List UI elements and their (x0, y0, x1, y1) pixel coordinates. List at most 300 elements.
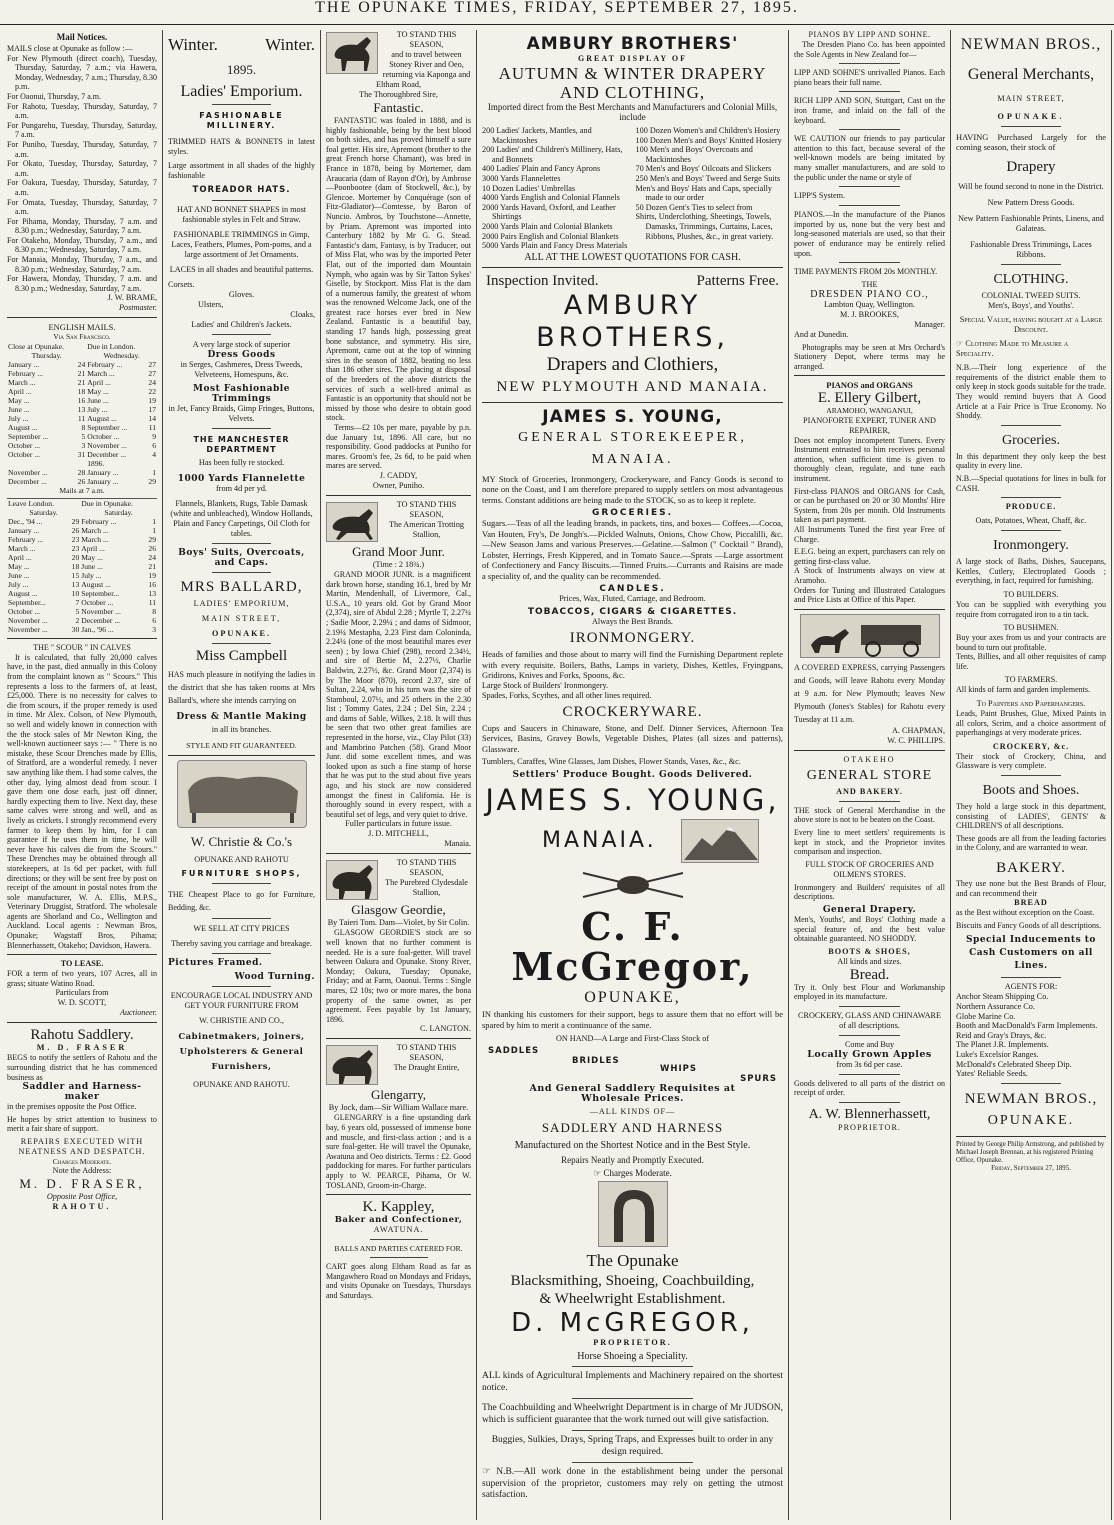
saddlery-trade: Saddler and Harness-maker (22, 1082, 142, 1103)
candles-heading: CANDLES. (599, 584, 666, 595)
t2-head-due: Due in Opunake. (81, 498, 133, 508)
table-cell: 30 (71, 624, 80, 634)
table-cell: January ... (87, 467, 119, 477)
table-cell: September ... (8, 431, 49, 441)
ambury-imported: Imported direct from the Best Merchants and Manufacturers and Colonial Mills, include (487, 102, 778, 122)
table-row (7, 616, 157, 625)
ambury-lowest: ALL AT THE LOWEST QUOTATIONS FOR CASH. (524, 251, 741, 263)
kappley-cart: CART goes along Eltham Road as far as Mangawhero Road on Mondays and Fridays, and visits Opunake on Tuesdays, Thursdays and Saturdays. (326, 1262, 471, 1301)
list-item: 200 Ladies' Jackets, Mantles, and Mackintoshes (482, 126, 592, 145)
saddlery-location: in the premises opposite the Post Office. (7, 1102, 137, 1112)
pianos-organs: PIANOS and ORGANS (826, 380, 913, 391)
cabinetmakers: Cabinetmakers, Joiners, Upholsterers & General Furnishers, (178, 1031, 305, 1072)
table-row (7, 405, 157, 414)
mail-schedule (7, 54, 157, 294)
table-cell: 6 (152, 615, 156, 625)
flannelette-price: from 4d per yd. (216, 484, 267, 494)
newman-title: NEWMAN BROS., (960, 36, 1102, 53)
table-cell: February ... (81, 516, 117, 526)
table-row (7, 387, 157, 396)
list-item: 2000 Yards Havard, Oxford, and Leather Shirtings (482, 202, 616, 222)
whips: WHIPS (660, 1064, 698, 1075)
crossed-whips-ornament (482, 868, 783, 905)
mail-line: For Puniho, Tuesday, Thursday, Saturday, 7 a.m. (7, 139, 157, 159)
tumblers: Tumblers, Caraffes, Wine Glasses, Jam Dishes, Flower Stands, Vases, &c., &c. (482, 757, 741, 767)
table-cell: October ... (87, 431, 120, 441)
brookes: M. J. BROOKES, (840, 309, 899, 319)
table-cell: 5 (75, 606, 80, 616)
s2-sign2: Manaia. (444, 839, 471, 849)
english-mails-title: ENGLISH MAILS. (48, 322, 116, 333)
blacksmith-3: & Wheelwright Establishment. (539, 1291, 726, 1308)
mail-notices-title: Mail Notices. (56, 32, 108, 42)
pictures-framed: Pictures Framed. (168, 957, 263, 968)
boots-text2: These goods are all from the leading factories in the Colony, and are warranted to wear. (956, 833, 1106, 853)
list-item: 100 Men's and Boys' Overcoats and Mackintoshes (635, 145, 753, 164)
tuned-free: All Instruments Tuned the first year Free of Charge. (794, 525, 945, 544)
blennerhassett: A. W. Blennerhassett, (808, 1107, 931, 1123)
opunake-rahotu: OPUNAKE AND RAHOTU. (193, 1079, 290, 1089)
ballard-street: MAIN STREET, (201, 614, 282, 624)
young-title-2: JAMES S. YOUNG, (485, 783, 780, 818)
table-cell: 26 (148, 543, 156, 553)
table-cell: March ... (81, 525, 109, 535)
opunake-2: OPUNAKE. (987, 1112, 1075, 1128)
crockery: CROCKERY, GLASS AND CHINAWARE (798, 1010, 941, 1020)
s3-text: GLASGOW GEORDIE'S stock are so well known that no further comment is needed. He is a sure foal-getter. Will travel between Oakura and Opunake. Stony River, Monday; Oakura, Tuesday; Opunake, Friday; and at Farm, Oaonui. Terms : Single mares, £2 10s; two or more mares, the bona property of the same owner, as per agreement. Fees payable by 1st January, 1896. (326, 928, 471, 1024)
table-cell: September... (81, 588, 119, 598)
superior-stock: A very large stock of superior (192, 340, 291, 350)
list-item: Men's and Boys' Hats and Caps, specially made to our order (635, 183, 772, 203)
table-cell: January ... (8, 525, 40, 535)
table-cell: June ... (87, 395, 109, 405)
s1-the: The Thoroughbred Sire, (359, 90, 438, 99)
table-cell: March ... (8, 543, 36, 553)
lease-sign2: Auctioneer. (119, 1008, 157, 1018)
saddle-icon (578, 868, 688, 902)
mail-line: For Manaia, Monday, Thursday, 7 a.m., and 8.30 p.m.; Wednesday, Saturday, 7 a.m. (7, 255, 157, 274)
photographs: Photographs may be seen at Mrs Orchard's Stationery Depot, where terms may be arranged. (794, 342, 945, 371)
table-cell: 8 (81, 422, 86, 432)
inspection-invited: Inspection Invited. (486, 272, 599, 289)
ulsters: Ulsters, (198, 300, 224, 310)
spades: Spades, Forks, Scythes, and all other lines required. (482, 690, 652, 700)
table-cell: August ... (8, 588, 38, 598)
manufactured: Manufactured on the Shortest Notice and in the Best Style. (514, 1140, 751, 1152)
to-bushmen: TO BUSHMEN. (1003, 623, 1059, 633)
table-cell: April ... (8, 386, 32, 396)
mail-line: For Rahotu, Tuesday, Thursday, Saturday, 7 a.m. (7, 101, 157, 121)
list-item: 2000 Pairs English and Colonial Blankets (482, 231, 619, 241)
dresden-the: THE (861, 279, 878, 289)
table-row (7, 459, 157, 468)
table-cell: 29 (148, 534, 156, 544)
builders-text: You can be supplied with everything you require from corrugated iron to a tin tack. (956, 599, 1106, 619)
table-row (7, 553, 157, 562)
t1-sub-1: Thursday. (31, 350, 62, 360)
mountain-icon (682, 820, 760, 864)
lease-text: FOR a term of two years, 107 Acres, all in grass; situate Watino Road. (7, 969, 157, 988)
bread-text: Try it. Only best Flour and Workmanship employed in its manufacture. (794, 982, 945, 1002)
pianos-heading: PIANOS BY LIPP AND SOHNE. (808, 30, 931, 39)
ballard-town: OPUNAKE. (212, 629, 271, 639)
table-cell: 24 (148, 377, 156, 387)
christie-locations: OPUNAKE AND RAHOTU (194, 854, 289, 864)
table-row (7, 607, 157, 616)
kappley-trade: Baker and Confectioner, (334, 1215, 463, 1226)
blacksmith-illustration (598, 1181, 668, 1247)
table-cell: 29 (148, 476, 156, 486)
s2-head: TO STAND THIS SEASON, (396, 499, 457, 519)
time-payments: TIME PAYMENTS FROM 20s MONTHLY. (794, 267, 938, 277)
table-cell: July ... (8, 579, 29, 589)
saddlery-address: Opposite Post Office, (46, 1192, 118, 1202)
to-builders: TO BUILDERS. (1003, 589, 1059, 599)
table-cell: 18 (77, 386, 86, 396)
pianos-materials: PIANOS.—In the manufacture of the Pianos imported by us, none but the very best and long-seasoned materials are used, so that their power of endurance may be entirely relied upon. (794, 210, 945, 258)
opunake: OPUNAKE. (997, 112, 1065, 121)
furniture-shops: FURNITURE SHOPS, (181, 868, 302, 878)
toreador-hats: TOREADOR HATS. (192, 185, 291, 196)
crockeryware-heading: CROCKERYWARE. (562, 703, 703, 720)
table-cell: October ... (81, 597, 114, 607)
made-to-measure: ☞ Clothing Made to Measure a Speciality. (956, 339, 1069, 359)
newman-title-2: NEWMAN BROS., (964, 1090, 1098, 1107)
list-item: 250 Men's and Boys' Tweed and Serge Suits (635, 173, 781, 183)
s1-sub: and to travel between Stoney River and Oeo, returning via Kaponga and Eltham Road, (375, 50, 471, 89)
s1-text: FANTASTIC was foaled in 1888, and is highly fashionable, being by the best blood on both sides, and has proved himself a sure foal getter. His sire, Apremont (brother to the great French horse Chamant), was bred in France in 1878, being by Mortemer, dam Araucaria (dam of Rayon d'Or), by Ambrose—Poonbootee (dam of Stockwell, &c.), by Glencoe. Mortemer by Conquérage (son of Fitz-Gladiator)—Comtesse, by Baron of Nuncio. Ambros, by Touchstone—Annette, by Priam. Apremont was imported into Canterbury 1882 by Mr G. G. Stead. Fantastic's dam, Fantasy, is by Traducer, out of Miss Flat, who was by the imported Peter Flat, out of the imported dam Mountain Nymph, who again was by Sir Tatton Sykes' Giselle, by Stockport. Miss Flat is the dam of a numerous family, the greatest of whom was the renowned Welcome Jack, one of the greatest race horses ever bred in New Zealand. Fantastic is a beautiful bay, standing 17 hands high, possessing great bone substance, and symmetry. His sire, Apremont, came out at the top of winning sires in the season of 1882, beating no less than 186 other sires. The placing at disposal of the breeders of the above districts the services of such a well-bred animal as Fantastic is an opportunity that should not be missed by those who desire to obtain good stock. (326, 116, 471, 423)
table-cell: 1 (152, 516, 156, 526)
horse-illustration-3 (326, 860, 378, 900)
blacksmith-2: Blacksmithing, Shoeing, Coachbuilding, (510, 1273, 755, 1290)
cloaks: Cloaks, (290, 310, 315, 320)
painters-text: Leads, Paint Brushes, Glue, Mixed Paints in all colors, Scrim, and a choice assortment of paperhangings at very moderate prices. (956, 709, 1106, 738)
ironmongery-text: A large stock of Baths, Dishes, Saucepans, Kettles, Cutlery, Electroplated Goods ; everything, in fact, required for furnishing. (956, 557, 1106, 586)
table-cell: July ... (8, 413, 29, 423)
bridles: BRIDLES (572, 1056, 620, 1067)
boys-suits: Boys' Suits, Overcoats, and Caps. (178, 548, 305, 569)
table-cell: August ... (87, 413, 117, 423)
covered-express: A COVERED EXPRESS, carrying Passengers and Goods, will leave Rahotu every Monday at 9 a.m. for New Plymouth; leaves New Plymouth (Jones's Stables) for Rahotu every Tuesday at 11 a.m. (794, 662, 945, 724)
every-line: Every line to meet settlers' requirements is kept in stock, and the Proprietor invites comparison and inspection. (794, 827, 945, 857)
table-cell: 21 (77, 377, 86, 387)
young-manaia-2: MANAIA. (542, 828, 657, 854)
list-item: 100 Dozen Women's and Children's Hosiery (635, 126, 781, 135)
s3-sub: The Purebred Clydesdale Stallion, (385, 878, 468, 898)
s1-sign2: Owner, Puniho. (372, 480, 425, 490)
agent-list (956, 992, 1106, 1078)
list-item: Reid and Gray's Drays, &c. (956, 1030, 1047, 1040)
table-cell: September... (8, 597, 46, 607)
dresden-co: DRESDEN PIANO CO., (810, 288, 929, 300)
table-cell: 24 (77, 359, 86, 369)
dress-goods: Dress Goods (207, 350, 276, 361)
lease-sign: W. D. SCOTT, (57, 998, 107, 1008)
table-cell: June ... (8, 570, 30, 580)
table-cell: June ... (8, 404, 30, 414)
s4-head: TO STAND THIS SEASON, (396, 1043, 457, 1063)
table-row (7, 396, 157, 405)
saddlery-town: RAHOTU. (52, 1202, 112, 1212)
special-value: Special Value, having bought at a Large Discount. (959, 315, 1103, 335)
table-cell: 17 (148, 404, 156, 414)
ironmongery-text: Heads of families and those about to marry will find the Furnishing Department replete with every requisite. Boilers, Baths, Lamps in variety, Dishes, Kettles, Fryingpans, Gridirons, Knives and Forks, Spoons, &c. (482, 649, 783, 681)
table-cell: August ... (8, 422, 38, 432)
table-row (7, 450, 157, 459)
spurs: SPURS (740, 1074, 777, 1085)
table-cell (144, 459, 157, 468)
saddlery-owner-2: M. D. FRASER, (19, 1176, 145, 1192)
sofa-icon (178, 761, 308, 829)
table-cell: 6 (152, 440, 156, 450)
crockery2: of all descriptions. (839, 1020, 900, 1030)
table-row (7, 517, 157, 526)
table-row (7, 571, 157, 580)
table-cell: 11 (77, 413, 86, 423)
s2-sub: The American Trotting Stallion, (388, 519, 465, 539)
mail-line: For Otakeho, Monday, Thursday, 7 a.m., and 8.30 p.m.; Wednesday, Saturday, 7 a.m. (7, 235, 157, 255)
table-cell: March ... (81, 534, 109, 544)
s2-sign: J. D. MITCHELL, (368, 829, 429, 839)
produce-heading: PRODUCE. (1005, 502, 1057, 512)
table-row (7, 562, 157, 571)
table-cell: April ... (87, 377, 111, 387)
table-row (7, 378, 157, 387)
mcgregor-text: IN thanking his customers for their support, begs to assure them that no effort will be spared by him to merit a continuance of the same. (482, 1009, 783, 1030)
s4-by: By Jock, dam—Sir William Wallace mare. (328, 1103, 469, 1113)
city-prices: WE SELL AT CITY PRICES (193, 923, 290, 933)
produce-text: Oats, Potatoes, Wheat, Chaff, &c. (975, 516, 1087, 526)
table-cell: August ... (81, 579, 111, 589)
list-item: Yates' Reliable Seeds. (956, 1069, 1028, 1079)
proprietor: PROPRIETOR. (593, 1338, 672, 1348)
prints: New Pattern Fashionable Prints, Linens, and Galateas. (958, 214, 1104, 234)
printed-by: Printed by George Philip Armstrong, and published by Michael Joseph Brennan, at his registered Printing Office, Opunake. (956, 1140, 1105, 1164)
table-cell: 9 (152, 431, 156, 441)
mail-line: For Oakura, Tuesday, Thursday, Saturday, 7 a.m. (7, 178, 157, 197)
gd-text: Men's, Youths', and Boys' Clothing made a special feature of, and the best value obtainable guaranteed. NO SHODDY. (794, 914, 945, 944)
tobacco-heading: TOBACCOS, CIGARS & CIGARETTES. (527, 607, 738, 618)
list-item: McDonald's Celebrated Sheep Dip. (956, 1059, 1072, 1069)
table-cell: 23 (71, 543, 80, 553)
s2-text: GRAND MOOR JUNR. is a magnificent dark brown horse, standing 16.1, bred by Mr Martin, Mendenhall, of Livermore, Cal., U.S.A., 10 years old. Got by Grand Moor (2,374), sire of Abdul 2.28 ; Myrtle T, 2.27¼ ; Sadie Moor, 2.29¼ ; and dams of Sidmoor, 2.19¼ Mestapha, 2.23 First dam Coloninda, 2.24¼ (one of the most beautiful mares ever seen) ; by Iowa Chief (298), record 2.34½, and sire of Bertie M, 2.27½, Charlie Baldwin, 2.27½, &c. Grand Moor (2,374) is by The Moor (870), record 2.37, sire of Sultan, 2.24, who in his turn was the sire of Stamboul, 2.07½, and 25 others in the 2.30 list ; Tommy Gates, 2.24 ; Del Sin, 2.24 ; and dams of Sable, Wilkes, 2.18. It will thus be seen that two other great families are represented in the horse, viz., Clay Pilot (33) and Mambrino Patchen (58). Grand Moor Junr. did some excellent times, and was looked upon as such a fine stamp of horse that he was put to the stud about five years ago, and his stock are now considered amongst the finest in California. He is thoroughly sound in every respect, with a beautiful set of legs, and very quiet to drive. (326, 569, 471, 819)
winter-year: 1895. (226, 62, 257, 77)
table-row (7, 589, 157, 598)
s3-sign: C. LANGTON. (419, 1024, 471, 1034)
sofa-illustration (177, 760, 307, 828)
table-cell: 24 (148, 552, 156, 562)
crockery-text: Their stock of Crockery, China, and Glassware is very complete. (956, 751, 1106, 771)
gloves: Gloves. (228, 290, 255, 300)
table-cell: June ... (81, 561, 103, 571)
table-row (7, 423, 157, 432)
ironmongery-heading: Ironmongery. (993, 538, 1069, 554)
table-cell: November ... (8, 615, 48, 625)
table-cell: October ... (8, 606, 41, 616)
young-text: MY Stock of Groceries, Ironmongery, Crockeryware, and Fancy Goods is second to none on the Coast, and I am therefore prepared to supply settlers on most advantageous terms. Constant additions are being made to the STOCK, so as to keep it replete. (482, 473, 783, 505)
settlers-produce: Settlers' Produce Bought. Goods Delivered. (512, 770, 753, 781)
pianoforte-expert: PIANOFORTE EXPERT, TUNER AND REPAIRER, (803, 415, 936, 435)
flannels-list: Flannels, Blankets, Rugs, Table Damask (white and unbleached), Window Hollands, Plain and Fancy Carpetings, Oil Cloth for tables. (170, 499, 313, 539)
lipps-system: LIPP'S System. (794, 191, 846, 201)
list-item: 10 Dozen Ladies' Umbrellas (482, 183, 576, 193)
lease-particulars: Particulars from (55, 988, 109, 998)
table-cell: January ... (8, 359, 40, 369)
table-cell: 4 (152, 449, 156, 459)
saddlery-harness: SADDLERY AND HARNESS (541, 1120, 724, 1136)
ambury-title: AMBURY BROTHERS' (526, 34, 739, 54)
bread: Bread. (849, 966, 890, 983)
saddlery-repairs: REPAIRS EXECUTED WITH NEATNESS AND DESPATCH. (18, 1137, 146, 1156)
ellery-gilbert: E. Ellery Gilbert, (817, 390, 922, 407)
young-manaia: MANAIA. (591, 451, 674, 467)
coachbuilding: The Coachbuilding and Wheelwright Department is in charge of Mr JUDSON, which is sufficient guarantee that the work turned out will give satisfaction. (482, 1403, 783, 1425)
large-assortment: Large assortment in all shades of the highly fashionable (168, 161, 315, 180)
saddlery-charges: Charges Moderate. (52, 1157, 112, 1166)
mrs-ballard: MRS BALLARD, (180, 579, 303, 596)
young-general: GENERAL STOREKEEPER, (518, 429, 747, 445)
table-cell: December ... (81, 615, 121, 625)
table-cell: 2 (75, 615, 80, 625)
table-cell: October ... (8, 440, 41, 450)
table-cell (7, 459, 72, 468)
manchester-department: THE MANCHESTER DEPARTMENT (193, 435, 290, 455)
t1-head-close: Close at Opunake. (8, 341, 64, 351)
fashionable-trimmings-heading: Most Fashionable Trimmings (193, 384, 290, 405)
mcgregor-town: OPUNAKE, (584, 989, 681, 1007)
ambury-autumn: AUTUMN & WINTER DRAPERY (498, 64, 767, 83)
caution: WE CAUTION our friends to pay particular attention to this fact, because several of the well-known models are being imitated by many smaller manufacturers, and are sold to the public under the name or style of (794, 134, 945, 182)
christie-text: THE Cheapest Place to go for Furniture, Bedding, &c. (168, 889, 315, 912)
column-6 (951, 30, 1112, 1520)
mail-line: For Okato, Tuesday, Thursday, Saturday, 7 a.m. (7, 159, 157, 178)
t2-sub-1: Saturday. (29, 507, 58, 517)
s3-by: By Taieri Tom. Dam—Violet, by Sir Colin. (327, 918, 470, 928)
table-cell: 1896. (87, 458, 105, 468)
chapman: A. CHAPMAN, (892, 725, 945, 735)
apples: Locally Grown Apples (807, 1048, 932, 1060)
table-row (7, 441, 157, 450)
boots-shoes: BOOTS & SHOES, (828, 946, 911, 956)
clydesdale-icon (327, 861, 379, 901)
trimmed-hats: TRIMMED HATS & BONNETS in latest styles. (168, 137, 315, 156)
pointing-hand-icon: ☞ (956, 339, 966, 349)
table-cell: 1 (152, 467, 156, 477)
table-row (7, 468, 157, 477)
list-item: Anchor Steam Shipping Co. (956, 992, 1049, 1002)
table-cell: March ... (87, 368, 115, 378)
horse-illustration-1 (326, 32, 378, 74)
table-cell: 1 (152, 525, 156, 535)
list-item: The Planet J.R. Implements. (956, 1040, 1049, 1050)
table-cell: May ... (81, 552, 103, 562)
main-street: MAIN STREET, (997, 94, 1065, 103)
groceries-nb: N.B.—Special quotations for lines in bulk for CASH. (956, 473, 1106, 493)
list-item: Northern Assurance Co. (956, 1001, 1035, 1011)
kappley-balls: BALLS AND PARTIES CATERED FOR. (334, 1244, 463, 1254)
winter-left: Winter. (168, 35, 218, 54)
s1-head: TO STAND THIS SEASON, (396, 30, 457, 49)
table-cell: September ... (87, 422, 128, 432)
scour-title: THE " SCOUR " IN CALVES (33, 642, 131, 652)
bakery-text: They use none but the Best Brands of Flour, and can recommend their (956, 879, 1106, 898)
express-illustration (800, 614, 940, 658)
special-inducements: Special Inducements to Cash Customers on all Lines. (966, 935, 1096, 972)
drapery: Drapery (1006, 159, 1056, 176)
orders-tuning: Orders for Tuning and Illustrated Catalogues and Price Lists at Office of this Paper. (794, 585, 945, 605)
bushmen-text: Buy your axes from us and your contracts are bound to turn out profitable. (956, 633, 1106, 652)
saddlery-hope: He hopes by strict attention to business to merit a fair share of support. (7, 1114, 157, 1134)
table-cell: 18 (71, 561, 80, 571)
gs-text: THE stock of General Merchandise in the above store is not to be beaten on the Coast. (794, 805, 945, 825)
table-cell: Jan., '96 ... (81, 624, 114, 634)
table-cell: 5 (81, 431, 86, 441)
masthead: THE OPUNAKE TIMES, FRIDAY, SEPTEMBER 27, 1895. (0, 3, 1114, 25)
scour-text: It is calculated, that fully 20,000 calves have, in the past, died annually in this Colony from the complaint known as " Scours." This represents a loss to the farmers of, at least, £25,000. There is no necessity for calves to die from scours, if the proper remedy is used in time. Mr Alex. Colson, of New Plymouth, so well and widely known in connection with the the stock sales of Mr Newton King, the well-known auctioneer says :— " There is no mistake, these Scour Drenches made by Ellis, of Stratford, are a wonderful remedy. I never saw anything like them. I had some calves, the other day, lying almost dead from scour. I gave them one dose each, just off dinner, hardly expecting them to live. Next day, these same calves were strong and well, and as lively as crickets. I strongly recommend every farmer to keep them by him, for I can guarantee if he uses them in time, he will never have his calves die from the Scours." These Drenches may be obtained through all storekeepers, at 1s 6d per packet, with full directions; or they will be sent free by post on receipt of the amount in postal notes from the sole manufacturer, W. A. Ellis, M.P.S., Veterinary Druggist, Stratford. The wholesale agents are Shorland and Co., Wellington and Auckland. Local agents : Newman Bros, Opunake; Wagstaff Bros, Pihama; Blennerhassett, Otakeho; Davidson, Hawera. (7, 652, 157, 950)
table-cell: 11 (148, 597, 156, 607)
table-cell: December ... (8, 476, 47, 486)
mail-line: For Omata, Tuesday, Thursday, Saturday, 7 a.m. (7, 197, 157, 217)
list-item: Shirts, Underclothing, Sheetings, Towels, Damasks, Trimmings, Curtains, Laces, Ribbons, Plushes, &c., in great variety. (635, 212, 774, 241)
bread-text: as the Best without exception on the Coast. (956, 908, 1095, 918)
column-5 (789, 30, 951, 1520)
agents-for: AGENTS FOR: (1004, 982, 1058, 992)
biscuits: Biscuits and Fancy Goods of all descriptions. (956, 920, 1102, 930)
saddlery-text: BEGS to notify the settlers of Rahotu and the surrounding district that he has commenced business as (7, 1053, 157, 1082)
t1-sub-2: Wednesday. (103, 350, 140, 360)
mail-line: For Pungarehu, Tuesday, Thursday, Saturday, 7 a.m. (7, 120, 157, 140)
to-farmers: TO FARMERS. (1004, 675, 1058, 685)
table-cell: May ... (8, 395, 30, 405)
table-row (7, 580, 157, 589)
ballard-emporium: LADIES' EMPORIUM, (193, 599, 290, 609)
list-item: 200 Ladies' and Children's Millinery, Hats, and Bonnets (482, 145, 623, 164)
full-stock: FULL STOCK OF GROCERIES AND OILMEN'S STORES. (805, 859, 934, 879)
saddlery-note: Note the Address: (52, 1166, 112, 1176)
table-cell: May ... (87, 386, 109, 396)
wholesale: Wholesale Prices. (581, 1093, 684, 1105)
restocked: Has been fully re stocked. (198, 458, 285, 468)
rich-lipp: RICH LIPP AND SON, Stuttgart, Cast on the iron frame, and inlaid on the fall of the keyboard. (794, 96, 945, 125)
saddlery-owner: M. D. FRASER (36, 1043, 128, 1053)
hat-shapes: HAT AND BONNET SHAPES in most fashionable styles in Felt and Straw. (176, 205, 307, 225)
mail-line: For Pihama, Monday, Thursday, 7 a.m. and 8.30 p.m.; Wednesday, Saturday, 7 a.m. (7, 216, 157, 236)
table-row (7, 360, 157, 369)
s2-name: Grand Moor Junr. (352, 543, 445, 559)
s1-terms: Terms—£2 10s per mare, payable by p.n. due January 1st, 1896. All care, but no responsibility. Good paddocks at Puniho for mares. Groom's fee, 2s 6d, to be paid when mares are served. (326, 423, 471, 471)
list-item: 2000 Yards Plain and Colonial Blankets (482, 221, 613, 231)
groceries-text: In this department they only keep the best quality in every line. (956, 451, 1106, 471)
manager: Manager. (914, 319, 945, 329)
table-cell: 21 (77, 368, 86, 378)
trimmings-list: in Jet, Fancy Braids, Gimp Fringes, Buttons, Velvets. (168, 404, 315, 424)
flannelette: 1000 Yards Flannelette (177, 474, 306, 485)
table-cell: April ... (8, 552, 32, 562)
column-2 (163, 30, 321, 1520)
horse-icon (327, 33, 379, 75)
ironmongery-heading: IRONMONGERY. (569, 630, 696, 647)
table-cell: 27 (148, 368, 156, 378)
mail-line: For New Plymouth (direct coach), Tuesday, Thursday, Saturday, 7 a.m.; via Hawera, Monday, Wednesday, 7 a.m.; Thursday, 8.30 p.m. (7, 53, 157, 92)
via-sf: Via San Francisco. (53, 332, 111, 342)
general-store: GENERAL STORE (806, 767, 933, 783)
table-cell: 13 (71, 579, 80, 589)
crockery-heading: CROCKERY, &c. (992, 741, 1070, 751)
table-cell: 22 (148, 386, 156, 396)
dress-trims: Fashionable Dress Trimmings, Laces Ribbons. (970, 240, 1092, 260)
ambury-list-left (482, 126, 630, 251)
groceries-text: Sugars.—Teas of all the leading brands, in packets, tins, and boxes— Coffees.—Cocoa, Van Houten, Fry's, De Jongh's.—Pickled Walnuts, Onions, Chow Chow, Piccalilli, &c.—New Season Jams and various Preserves.—Gelatine.—Salmon (" Cocktail " Brand), Lobster, Herrings, Fresh Kippered, and in Tomato Sauce.—Sprats —Large assortment of Confectionery and Fancy Biscuits.—Tinned Fruits.—Currants and Raisins are made a speciality of, and the quality can be recommended. (482, 518, 783, 581)
